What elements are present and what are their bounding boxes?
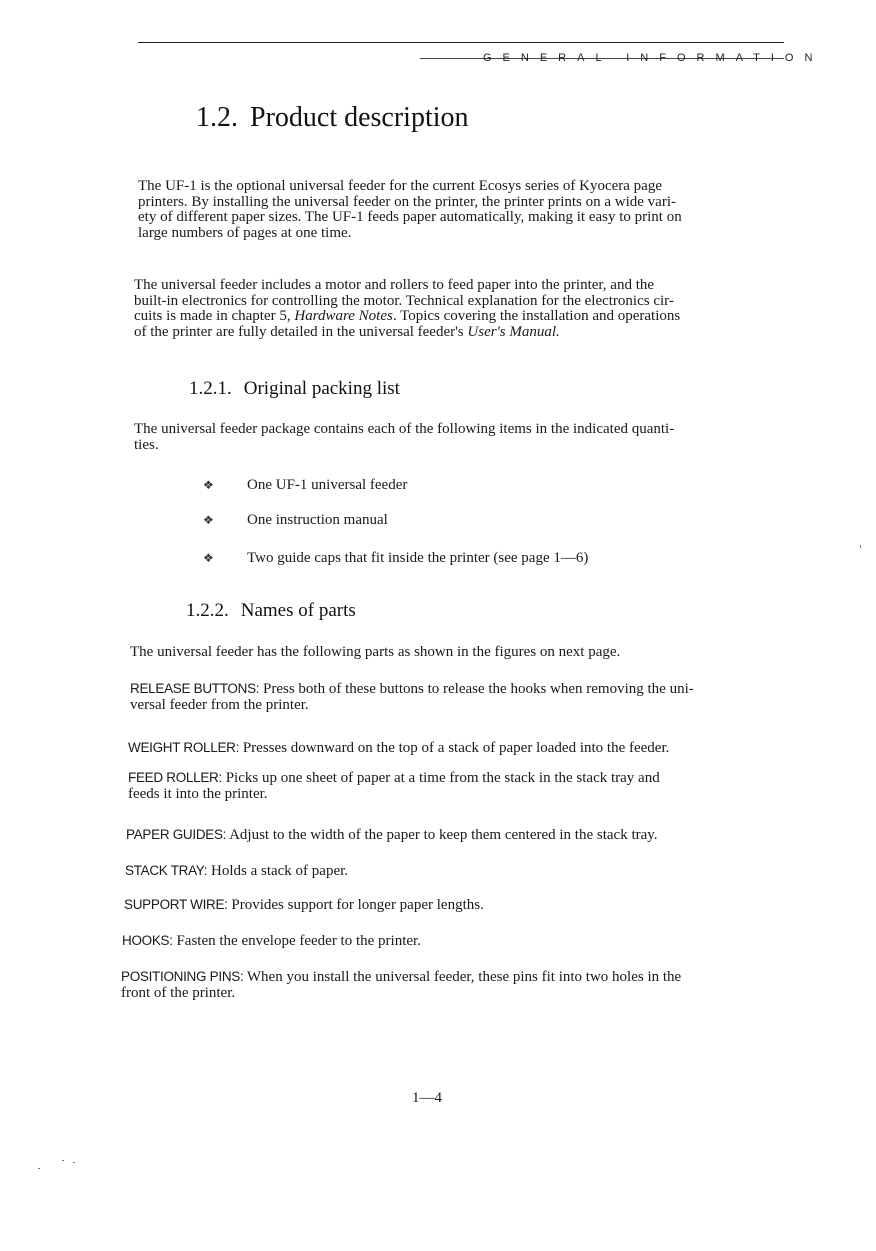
paragraph-line: The universal feeder package contains each of the following items in the indicated quanti- xyxy=(134,421,675,437)
part-description: front of the printer. xyxy=(121,984,236,1001)
part-description: versal feeder from the printer. xyxy=(130,696,309,713)
paragraph-line: The UF-1 is the optional universal feeder for the current Ecosys series of Kyocera page xyxy=(138,178,662,194)
section-number: 1.2. xyxy=(196,102,238,133)
packing-list-item-text: One instruction manual xyxy=(247,512,388,528)
paragraph-line: The universal feeder includes a motor and rollers to feed paper into the printer, and the xyxy=(134,277,655,293)
scan-speck xyxy=(73,1162,75,1163)
paragraph-line: printers. By installing the universal feeder on the printer, the printer prints on a wide vari- xyxy=(138,193,676,210)
scan-speck xyxy=(62,1160,64,1161)
page-number: 1—4 xyxy=(412,1090,442,1106)
paragraph-line: ety of different paper sizes. The UF-1 feeds paper automatically, making it easy to print on xyxy=(138,209,682,225)
part-description: When you install the universal feeder, these pins fit into two holes in the xyxy=(243,969,682,985)
subsection-number: 1.2.2. xyxy=(186,600,229,621)
packing-list-item xyxy=(203,550,588,567)
subsection-heading-packing-list xyxy=(189,378,400,400)
part-description: Press both of these buttons to release the hooks when removing the uni- xyxy=(259,681,694,697)
scan-speck xyxy=(38,1168,40,1169)
names-of-parts-intro: The universal feeder has the following parts as shown in the figures on next page. xyxy=(130,644,621,660)
subsection-title: Original packing list xyxy=(243,378,400,399)
intro-paragraph-2 xyxy=(134,278,784,340)
part-term: HOOKS: xyxy=(122,933,173,948)
packing-list-item-text: Two guide caps that fit inside the printer (see page 1—6) xyxy=(247,550,589,566)
paragraph-line: cuits is made in chapter 5, xyxy=(134,308,295,324)
part-description: Holds a stack of paper. xyxy=(207,863,349,879)
scan-speck xyxy=(860,545,861,548)
part-description: Fasten the envelope feeder to the printer. xyxy=(172,933,421,949)
part-support-wire xyxy=(124,897,724,914)
part-feed-roller xyxy=(128,770,778,802)
part-term: SUPPORT WIRE: xyxy=(124,897,228,912)
part-term: STACK TRAY: xyxy=(125,863,208,878)
packing-list-item-text: One UF-1 universal feeder xyxy=(247,477,408,493)
reference-hardware-notes: Hardware Notes xyxy=(294,308,393,324)
paragraph-line: large numbers of pages at one time. xyxy=(138,224,352,241)
packing-list-item xyxy=(203,477,407,494)
paragraph-line: . Topics covering the installation and operations xyxy=(392,308,681,324)
paragraph-line: of the printer are fully detailed in the universal feeder's xyxy=(134,323,468,340)
running-head: GENERAL INFORMATION xyxy=(483,52,824,64)
part-description: Adjust to the width of the paper to keep them centered in the stack tray. xyxy=(226,827,658,843)
paragraph-line: built-in electronics for controlling the motor. Technical explanation for the electronics cir- xyxy=(134,292,674,309)
section-title: Product description xyxy=(250,102,469,133)
part-hooks xyxy=(122,933,722,950)
part-term: FEED ROLLER: xyxy=(128,770,222,785)
bullet-icon: ❖ xyxy=(203,513,214,527)
part-paper-guides xyxy=(126,827,786,844)
section-heading xyxy=(196,102,469,134)
part-description: feeds it into the printer. xyxy=(128,785,268,802)
subsection-heading-names-of-parts xyxy=(186,600,356,622)
bullet-icon: ❖ xyxy=(203,478,214,492)
part-description: Presses downward on the top of a stack of paper loaded into the feeder. xyxy=(239,740,670,756)
part-positioning-pins xyxy=(121,969,781,1001)
part-release-buttons xyxy=(130,681,780,713)
part-term: RELEASE BUTTONS: xyxy=(130,681,260,696)
part-term: PAPER GUIDES: xyxy=(126,827,227,842)
bullet-icon: ❖ xyxy=(203,551,214,565)
subsection-number: 1.2.1. xyxy=(189,378,232,399)
paragraph-line: ties. xyxy=(134,436,159,453)
part-description: Picks up one sheet of paper at a time from the stack in the stack tray and xyxy=(221,770,660,786)
part-description: Provides support for longer paper lengths. xyxy=(227,897,484,913)
header-rule xyxy=(138,42,784,43)
packing-list-item xyxy=(203,512,388,529)
part-term: POSITIONING PINS: xyxy=(121,969,244,984)
packing-list-intro xyxy=(134,422,784,453)
part-term: WEIGHT ROLLER: xyxy=(128,740,240,755)
part-stack-tray xyxy=(125,863,725,880)
subsection-title: Names of parts xyxy=(240,600,356,621)
intro-paragraph-1 xyxy=(138,179,788,241)
reference-users-manual: User's Manual. xyxy=(467,323,560,340)
part-weight-roller xyxy=(128,740,788,757)
